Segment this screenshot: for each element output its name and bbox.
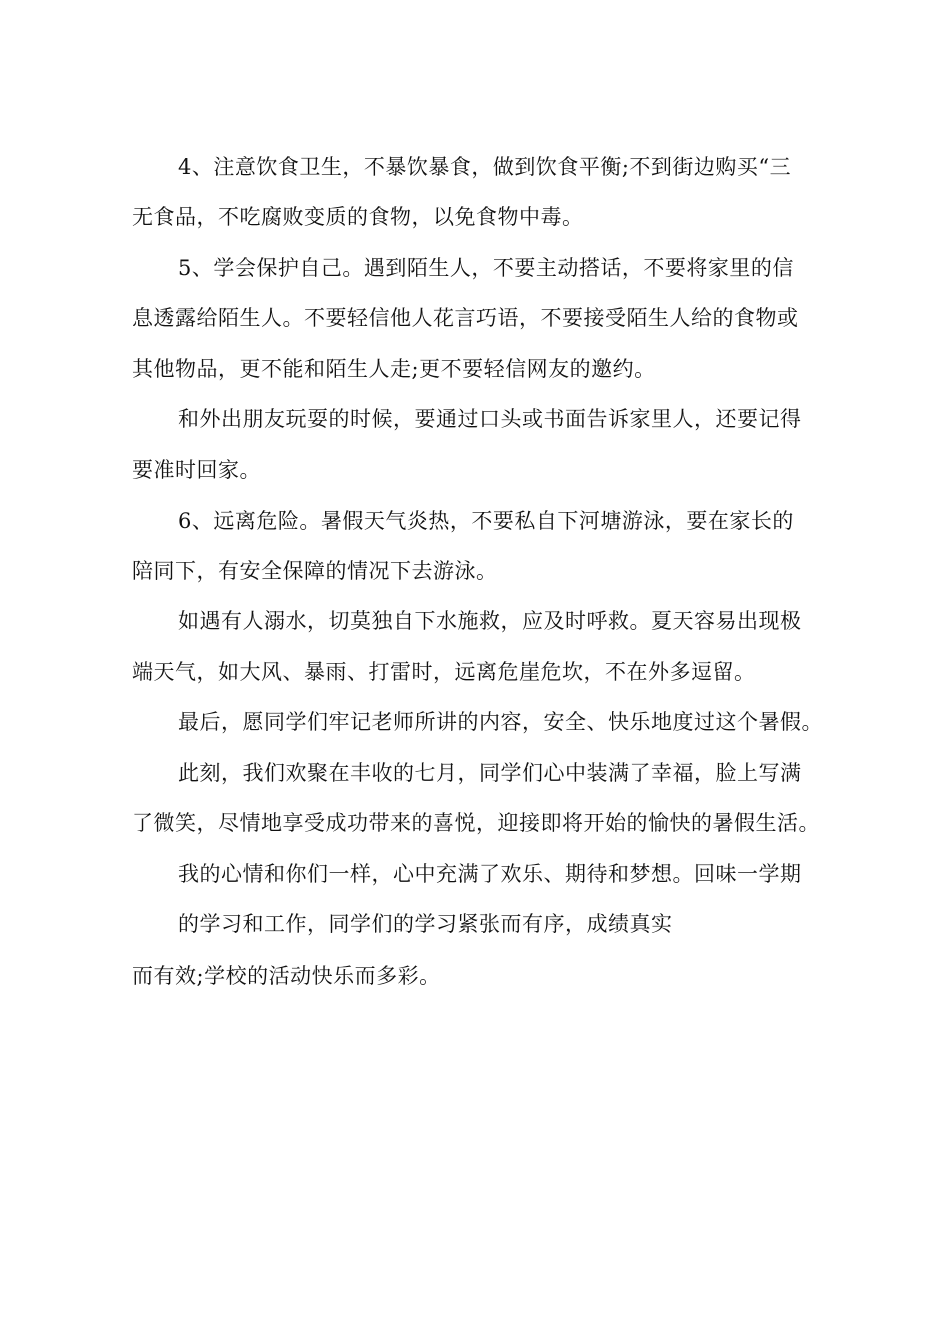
- text-line: 我的心情和你们一样，心中充满了欢乐、期待和梦想。回味一学期: [178, 862, 802, 886]
- text-line: 其他物品，更不能和陌生人走;更不要轻信网友的邀约。: [132, 357, 656, 381]
- text-line: 端天气，如大风、暴雨、打雷时，远离危崖危坎，不在外多逗留。: [132, 660, 756, 684]
- text-line: 此刻，我们欢聚在丰收的七月，同学们心中装满了幸福，脸上写满: [178, 761, 802, 785]
- text-line: 和外出朋友玩耍的时候，要通过口头或书面告诉家里人，还要记得: [178, 407, 802, 431]
- text-line: 息透露给陌生人。不要轻信他人花言巧语，不要接受陌生人给的食物或: [132, 306, 799, 330]
- text-line: 4、注意饮食卫生，不暴饮暴食，做到饮食平衡;不到街边购买“三: [178, 155, 792, 179]
- text-line: 5、学会保护自己。遇到陌生人，不要主动搭话，不要将家里的信: [178, 256, 794, 280]
- text-line: 最后，愿同学们牢记老师所讲的内容，安全、快乐地度过这个暑假。: [178, 710, 823, 734]
- text-line: 6、远离危险。暑假天气炎热，不要私自下河塘游泳，要在家长的: [178, 509, 794, 533]
- text-line: 陪同下，有安全保障的情况下去游泳。: [132, 559, 498, 583]
- text-line: 要准时回家。: [132, 458, 261, 482]
- text-line: 了微笑，尽情地享受成功带来的喜悦，迎接即将开始的愉快的暑假生活。: [132, 811, 820, 835]
- text-line: 的学习和工作，同学们的学习紧张而有序，成绩真实: [178, 912, 673, 936]
- text-line: 而有效;学校的活动快乐而多彩。: [132, 964, 441, 988]
- text-line: 无食品，不吃腐败变质的食物，以免食物中毒。: [132, 205, 584, 229]
- text-line: 如遇有人溺水，切莫独自下水施救，应及时呼救。夏天容易出现极: [178, 609, 802, 633]
